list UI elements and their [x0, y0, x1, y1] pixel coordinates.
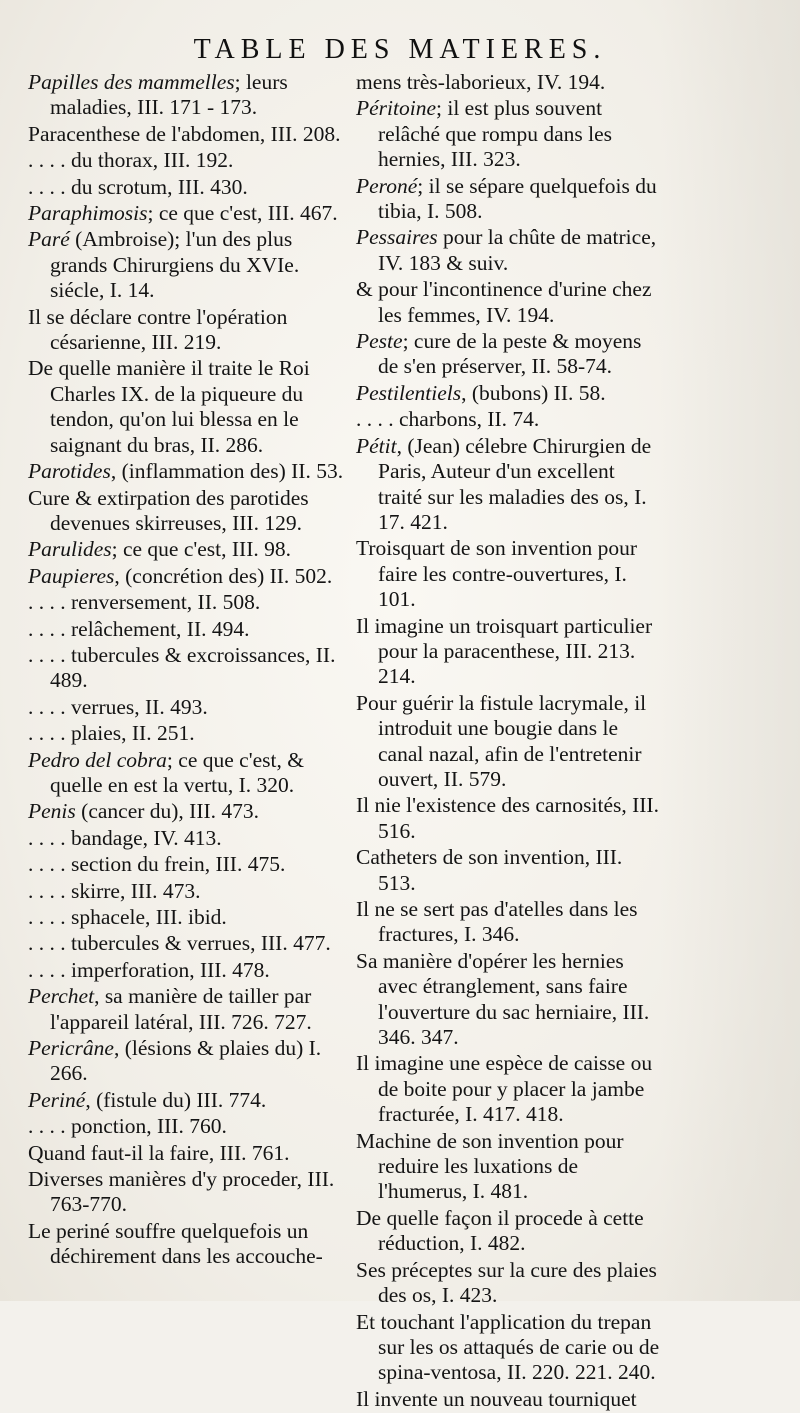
index-entry: [28, 905, 354, 930]
index-entry: [28, 122, 354, 147]
index-entry: [28, 70, 354, 121]
index-entry: [356, 691, 660, 793]
index-entry-text: . . . . du scrotum, III. 430.: [28, 174, 248, 199]
index-entry-text: Il se déclare contre l'opération césarienne, III. 219.: [28, 304, 288, 355]
index-entry-text: Quand faut-il la faire, III. 761.: [28, 1140, 290, 1165]
index-entry: [356, 897, 660, 948]
index-entry: [28, 958, 354, 983]
index-entry-text: mens très-laborieux, IV. 194.: [356, 70, 606, 94]
index-entry-text: Il imagine une espèce de caisse ou de boite pour y placer la jambe fracturée, I. 417. 418.: [356, 1051, 653, 1127]
index-entry-heading: Parulides: [28, 537, 112, 562]
index-entry-heading: Paré: [28, 227, 70, 252]
index-entry-text: . . . . verrues, II. 493.: [28, 694, 208, 719]
index-entry-text: Sa manière d'opérer les hernies avec étranglement, sans faire l'ouverture du sac herniaire, III. 346. 347.: [356, 948, 650, 1050]
index-entry: [28, 148, 354, 173]
index-entry: [28, 799, 354, 824]
index-entry-text: , (Jean) célebre Chirurgien de Paris, Auteur d'un excellent traité sur les maladies des os, I. 17. 421.: [378, 433, 652, 534]
index-entry-text: ; il se sépare quelquefois du tibia, I. 508.: [378, 173, 657, 224]
index-entry-text: . . . . section du frein, III. 475.: [28, 852, 286, 877]
index-entry-text: . . . . plaies, II. 251.: [28, 721, 195, 746]
index-entry-text: , (bubons) II. 58.: [461, 380, 606, 405]
index-entry: [356, 845, 660, 896]
index-entry-text: ; cure de la peste & moyens de s'en préserver, II. 58-74.: [378, 329, 642, 379]
running-head: TABLE DES MATIERES.: [193, 34, 607, 65]
index-entry: [356, 225, 660, 276]
index-entry: [28, 175, 354, 200]
index-entry-heading: Pessaires: [356, 225, 438, 250]
index-entry: [28, 852, 354, 877]
index-entry: [28, 590, 354, 615]
index-entry: [28, 617, 354, 642]
index-entry-text: , (fistule du) III. 774.: [85, 1087, 267, 1112]
index-entry-text: ; ce que c'est, III. 98.: [111, 537, 291, 562]
index-entry: [28, 1036, 354, 1087]
index-entry-text: Et touchant l'application du trepan sur les os attaqués de carie ou de spina-ventosa, II. 220. 221. 240.: [356, 1309, 660, 1385]
index-entry: [28, 227, 354, 303]
index-entry: [28, 1167, 354, 1218]
index-entry-text: . . . . tubercules & excroissances, II. 489.: [28, 642, 336, 693]
index-entry-text: , (concrétion des) II. 502.: [114, 563, 333, 588]
index-entry: [28, 305, 354, 356]
index-entry: [356, 614, 660, 690]
index-entry-text: Il nie l'existence des carnosités, III. 516.: [356, 793, 659, 843]
index-entry: [356, 70, 660, 95]
index-entry-heading: Paupieres: [28, 563, 115, 588]
index-entry-text: Paracenthese de l'abdomen, III. 208.: [28, 121, 341, 146]
index-entry-text: Il ne se sert pas d'atelles dans les fractures, I. 346.: [356, 897, 638, 947]
index-entry-text: , sa manière de tailler par l'appareil latéral, III. 726. 727.: [50, 984, 312, 1034]
index-entry-text: . . . . renversement, II. 508.: [28, 590, 261, 615]
index-entry: [356, 1129, 660, 1205]
index-entry: [28, 486, 354, 537]
index-entry-text: pour la chûte de matrice, IV. 183 & suiv.: [378, 225, 657, 275]
index-column-left: [28, 70, 354, 1271]
index-entry-text: Il invente un nouveau tourniquet: [356, 1386, 637, 1411]
index-entry-text: . . . . relâchement, II. 494.: [28, 616, 250, 641]
index-entry: [28, 201, 354, 226]
index-entry: [28, 643, 354, 694]
index-entry: [356, 1206, 660, 1257]
index-entry-heading: Perchet: [28, 984, 95, 1009]
index-entry: [356, 434, 660, 536]
index-entry-text: ; ce que c'est, & quelle en est la vertu, I. 320.: [50, 747, 304, 797]
index-entry-text: . . . . tubercules & verrues, III. 477.: [28, 931, 331, 956]
index-entry: [356, 174, 660, 225]
index-entry-text: Machine de son invention pour reduire les luxations de l'humerus, I. 481.: [356, 1128, 624, 1204]
index-entry: [356, 536, 660, 612]
index-entry: [28, 1141, 354, 1166]
index-entry: [356, 381, 660, 406]
index-entry-text: . . . . du thorax, III. 192.: [28, 148, 234, 173]
index-entry: [28, 459, 354, 484]
index-entry-heading: Paraphimosis: [28, 201, 148, 226]
index-entry: [356, 1258, 660, 1309]
index-entry: [356, 1310, 660, 1386]
index-entry-text: (cancer du), III. 473.: [75, 799, 260, 824]
index-entry-text: Ses préceptes sur la cure des plaies des os, I. 423.: [356, 1257, 657, 1308]
index-entry: [28, 984, 354, 1035]
index-entry-text: Diverses manières d'y proceder, III. 763-770.: [28, 1167, 335, 1217]
index-entry-heading: Peste: [356, 329, 403, 354]
index-entry: [356, 949, 660, 1051]
index-column-right: [356, 70, 660, 1413]
index-entry-text: Catheters de son invention, III. 513.: [356, 845, 623, 895]
index-entry: [28, 564, 354, 589]
index-entry: [28, 826, 354, 851]
index-entry: [356, 277, 660, 328]
index-entry: [28, 931, 354, 956]
index-entry-heading: Papilles des mammelles: [28, 70, 235, 94]
index-entry: [28, 356, 354, 458]
index-entry-heading: Pedro del cobra: [28, 747, 167, 772]
page-edge-shadow: [660, 0, 800, 1301]
index-entry: [356, 793, 660, 844]
index-entry-heading: Periné: [28, 1087, 86, 1112]
index-entry-text: (Ambroise); l'un des plus grands Chirurgiens du XVIe. siécle, I. 14.: [50, 227, 300, 303]
index-entry-text: . . . . skirre, III. 473.: [28, 878, 201, 903]
index-entry-heading: Peroné: [356, 173, 418, 198]
index-entry-heading: Parotides: [28, 459, 111, 484]
index-entry-heading: Pestilentiels: [356, 380, 462, 405]
index-entry: [356, 1051, 660, 1127]
index-entry: [356, 1387, 660, 1412]
index-entry-text: , (inflammation des) II. 53.: [110, 459, 344, 484]
index-entry-heading: Pericrâne: [28, 1036, 114, 1061]
index-entry: [28, 721, 354, 746]
index-entry-text: . . . . imperforation, III. 478.: [28, 957, 270, 982]
index-entry: [28, 879, 354, 904]
index-entry-text: . . . . bandage, IV. 413.: [28, 825, 222, 850]
index-entry: [356, 407, 660, 432]
index-entry-text: De quelle façon il procede à cette réduction, I. 482.: [356, 1205, 644, 1256]
index-entry-text: , (lésions & plaies du) I. 266.: [50, 1036, 322, 1086]
index-entry-heading: Péritoine: [356, 96, 437, 121]
index-entry: [28, 695, 354, 720]
index-entry-text: Il imagine un troisquart particulier pour la paracenthese, III. 213. 214.: [356, 613, 653, 689]
index-entry: [28, 1088, 354, 1113]
index-entry-text: Troisquart de son invention pour faire les contre-ouvertures, I. 101.: [356, 536, 638, 612]
index-entry: [356, 96, 660, 172]
index-entry-text: De quelle manière il traite le Roi Charles IX. de la piqueure du tendon, qu'on lui blessa en le saignant du bras, II. 286.: [28, 356, 310, 457]
index-entry-text: ; leurs maladies, III. 171 - 173.: [50, 70, 288, 120]
index-entry: [28, 537, 354, 562]
index-entry-text: Pour guérir la fistule lacrymale, il introduit une bougie dans le canal nazal, afin de l'entretenir ouvert, II. 579.: [356, 690, 647, 791]
index-entry-heading: Pétit: [356, 433, 397, 458]
index-entry: [28, 748, 354, 799]
index-entry-heading: Penis: [28, 799, 76, 824]
index-entry: [356, 329, 660, 380]
index-entry-text: . . . . sphacele, III. ibid.: [28, 905, 227, 929]
index-entry-text: . . . . ponction, III. 760.: [28, 1114, 227, 1139]
index-entry-text: Cure & extirpation des parotides devenues skirreuses, III. 129.: [28, 485, 309, 535]
index-entry-text: ; il est plus souvent relâché que rompu dans les hernies, III. 323.: [378, 96, 613, 172]
index-entry-text: ; ce que c'est, III. 467.: [147, 201, 338, 226]
index-entry-text: & pour l'incontinence d'urine chez les femmes, IV. 194.: [356, 277, 652, 327]
index-entry-text: . . . . charbons, II. 74.: [356, 407, 540, 432]
index-entry: [28, 1219, 354, 1270]
index-entry-text: Le periné souffre quelquefois un déchirement dans les accouche-: [28, 1218, 323, 1269]
index-entry: [28, 1114, 354, 1139]
